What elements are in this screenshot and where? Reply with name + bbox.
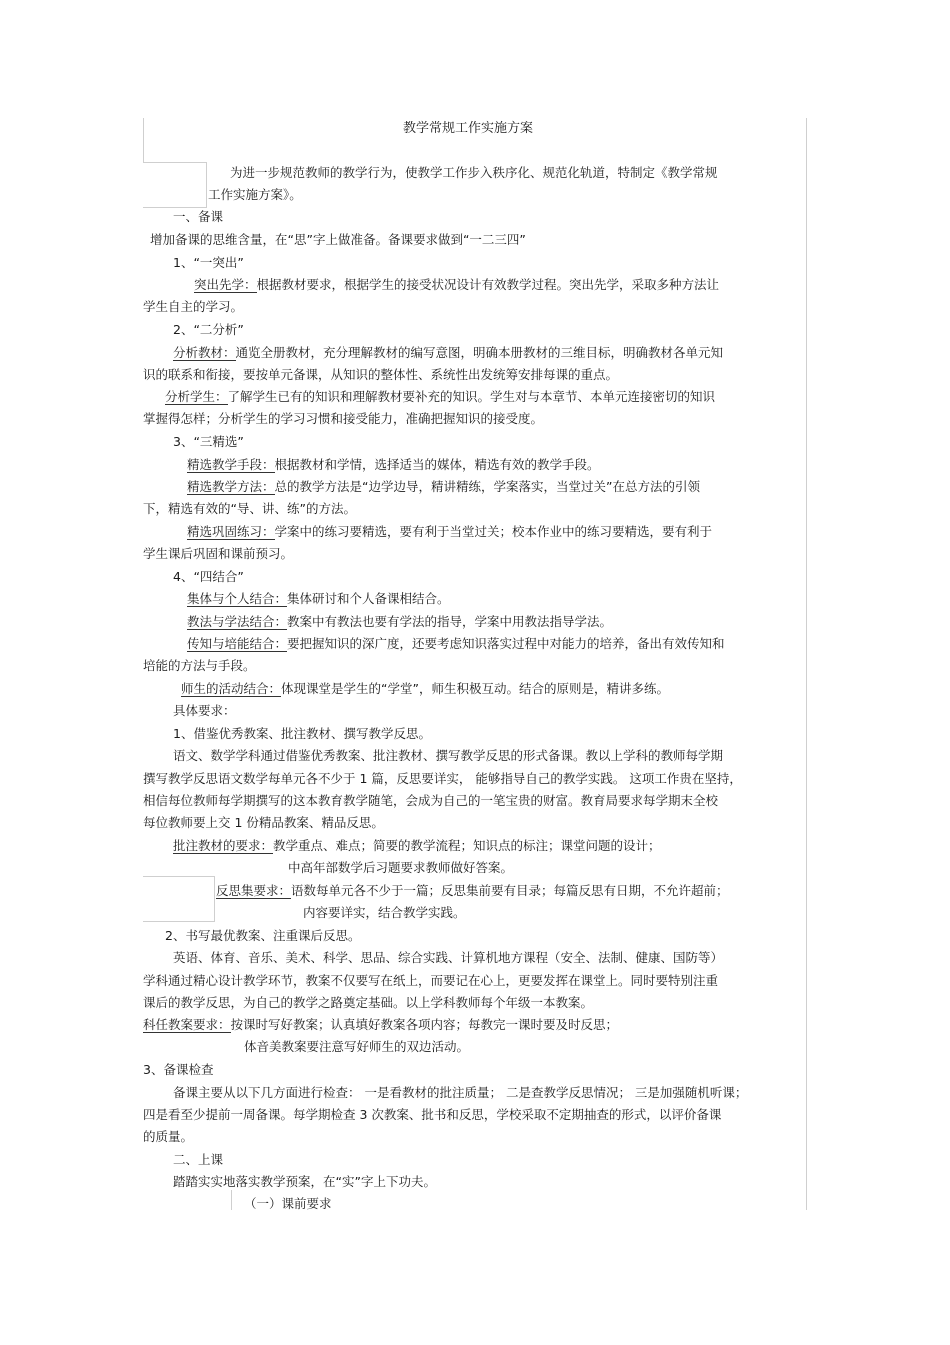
term-label: 科任教案要求：: [143, 1017, 231, 1032]
term-text: 根据教材要求，根据学生的接受状况设计有效教学过程。突出先学，采取多种方法让: [256, 277, 720, 292]
term-text: 教学重点、难点；简要的教学流程；知识点的标注；课堂问题的设计；: [273, 838, 661, 853]
paragraph: [143, 1017, 618, 1033]
intro-line-2: 工作实施方案》。: [208, 187, 302, 202]
paragraph-cont: 内容要详实，结合教学实践。: [303, 905, 466, 920]
paragraph-cont: 每位教师要上交 1 份精品教案、精品反思。: [143, 815, 384, 830]
term-text: 教案中有教法也要有学法的指导，学案中用教法指导学法。: [287, 614, 613, 629]
paragraph: [187, 636, 725, 652]
paragraph: [187, 614, 612, 630]
paragraph: 增加备课的思维含量，在“思”字上做准备。备课要求做到“一二三四”: [150, 232, 526, 247]
paragraph-cont: 学生自主的学习。: [143, 299, 244, 314]
term-label: 分析学生：: [165, 389, 228, 404]
left-border: [143, 118, 144, 163]
term-text: 语数每单元各不少于一篇；反思集前要有目录；每篇反思有日期，不允许超前；: [291, 883, 729, 898]
term-label: 突出先学：: [194, 277, 257, 292]
paragraph-cont: 下，精选有效的“导、讲、练”的方法。: [143, 501, 356, 516]
paragraph: [194, 277, 719, 293]
term-label: 集体与个人结合：: [187, 591, 288, 606]
term-label: 传知与培能结合：: [187, 636, 288, 651]
term-label: 分析教材：: [173, 345, 236, 360]
paragraph-cont: 体音美教案要注意写好师生的双边活动。: [244, 1039, 470, 1054]
paragraph: [187, 524, 712, 540]
paragraph-cont: 掌握得怎样；分析学生的学习习惯和接受能力，准确把握知识的接受度。: [143, 411, 544, 426]
paragraph: [187, 479, 700, 495]
paragraph: 踏踏实实地落实教学预案，在“实”字上下功夫。: [173, 1174, 436, 1189]
paragraph-cont: 学生课后巩固和课前预习。: [143, 546, 294, 561]
term-text: 学案中的练习要精选，要有利于当堂过关；校本作业中的练习要精选，要有利于: [274, 524, 713, 539]
term-label: 精选教学方法：: [187, 479, 275, 494]
paragraph: [181, 681, 669, 697]
sub-heading: 3、“三精选”: [173, 434, 244, 449]
term-label: 精选教学手段：: [187, 457, 275, 472]
paragraph-cont: 学科通过精心设计教学环节，教案不仅要写在纸上，而要记在心上，更要发挥在课堂上。同时要特别注重: [143, 973, 719, 988]
page-title: 教学常规工作实施方案: [403, 121, 534, 136]
paragraph-cont: 识的联系和衔接，要按单元备课，从知识的整体性、系统性出发统筹安排每课的重点。: [143, 367, 619, 382]
sub-heading: 1、借鉴优秀教案、批注教材、撰写教学反思。: [173, 726, 431, 741]
term-text: 通览全册教材，充分理解教材的编写意图，明确本册教材的三维目标，明确教材各单元知: [235, 345, 724, 360]
sub-heading: 具体要求：: [173, 703, 236, 718]
paragraph: [165, 389, 715, 405]
section-heading: 二、上课: [173, 1152, 224, 1167]
term-label: 批注教材的要求：: [173, 838, 274, 853]
term-text: 根据教材和学情，选择适当的媒体，精选有效的教学手段。: [274, 457, 600, 472]
intro-line-1: 为进一步规范教师的教学行为，使教学工作步入秩序化、规范化轨道，特制定《教学常规: [230, 165, 718, 180]
paragraph: [173, 838, 661, 854]
paragraph: [187, 591, 450, 607]
sub-heading: 2、“二分析”: [173, 322, 244, 337]
term-label: 反思集要求：: [216, 883, 292, 898]
sub-heading: 3、备课检查: [143, 1062, 214, 1077]
paragraph: 英语、体育、音乐、美术、科学、思品、综合实践、计算机地方课程（安全、法制、健康、国防等）: [173, 950, 724, 965]
paragraph: 备课主要从以下几方面进行检查： 一是看教材的批注质量； 二是查教学反思情况； 三是加强随机听课；: [173, 1085, 748, 1100]
sub-heading: 1、“一突出”: [173, 255, 244, 270]
term-text: 体现课堂是学生的“学堂”，师生积极互动。结合的原则是，精讲多练。: [281, 681, 669, 696]
term-text: 集体研讨和个人备课相结合。: [287, 591, 450, 606]
term-label: 教法与学法结合：: [187, 614, 288, 629]
term-text: 了解学生已有的知识和理解教材要补充的知识。学生对与本章节、本单元连接密切的知识: [227, 389, 716, 404]
paragraph-cont: 相信每位教师每学期撰写的这本教育教学随笔，会成为自己的一笔宝贵的财富。教育局要求每学期末全校: [143, 793, 719, 808]
paragraph: [173, 345, 723, 361]
term-text: 按课时写好教案；认真填好教案各项内容；每教完一课时要及时反思；: [230, 1017, 619, 1032]
term-label: 精选巩固练习：: [187, 524, 275, 539]
sub-heading: 2、书写最优教案、注重课后反思。: [165, 928, 361, 943]
paragraph: [216, 883, 729, 899]
paragraph-cont: 中高年部数学后习题要求教师做好答案。: [288, 860, 514, 875]
paragraph-cont: 四是看至少提前一周备课。每学期检查 3 次教案、批书和反思，学校采取不定期抽查的形式，以评价备课: [143, 1107, 722, 1122]
paragraph: 语文、数学学科通过借鉴优秀教案、批注教材、撰写教学反思的形式备课。教以上学科的教师每学期: [173, 748, 724, 763]
term-text: 总的教学方法是“边学边导，精讲精练，学案落实，当堂过关”在总方法的引领: [274, 479, 700, 494]
term-text: 要把握知识的深广度，还要考虑知识落实过程中对能力的培养，备出有效传知和: [287, 636, 725, 651]
paragraph-cont: 课后的教学反思，为自己的教学之路奠定基础。以上学科教师每个年级一本教案。: [143, 995, 594, 1010]
paragraph: [187, 457, 600, 473]
sub-heading: （一）课前要求: [244, 1196, 332, 1211]
section-heading: 一、备课: [173, 209, 224, 224]
paragraph-cont: 撰写教学反思语文数学每单元各不少于 1 篇，反思要详实， 能够指导自己的教学实践。 这项工作贵在坚持，: [143, 771, 742, 786]
sub-heading: 4、“四结合”: [173, 569, 244, 584]
paragraph-cont: 培能的方法与手段。: [143, 658, 256, 673]
paragraph-cont: 的质量。: [143, 1129, 194, 1144]
term-label: 师生的活动结合：: [181, 681, 282, 696]
right-border: [806, 118, 807, 1210]
fs-cell: [143, 876, 215, 922]
intro-cell: [143, 162, 207, 208]
bottom-cell-rule: [231, 1190, 232, 1210]
